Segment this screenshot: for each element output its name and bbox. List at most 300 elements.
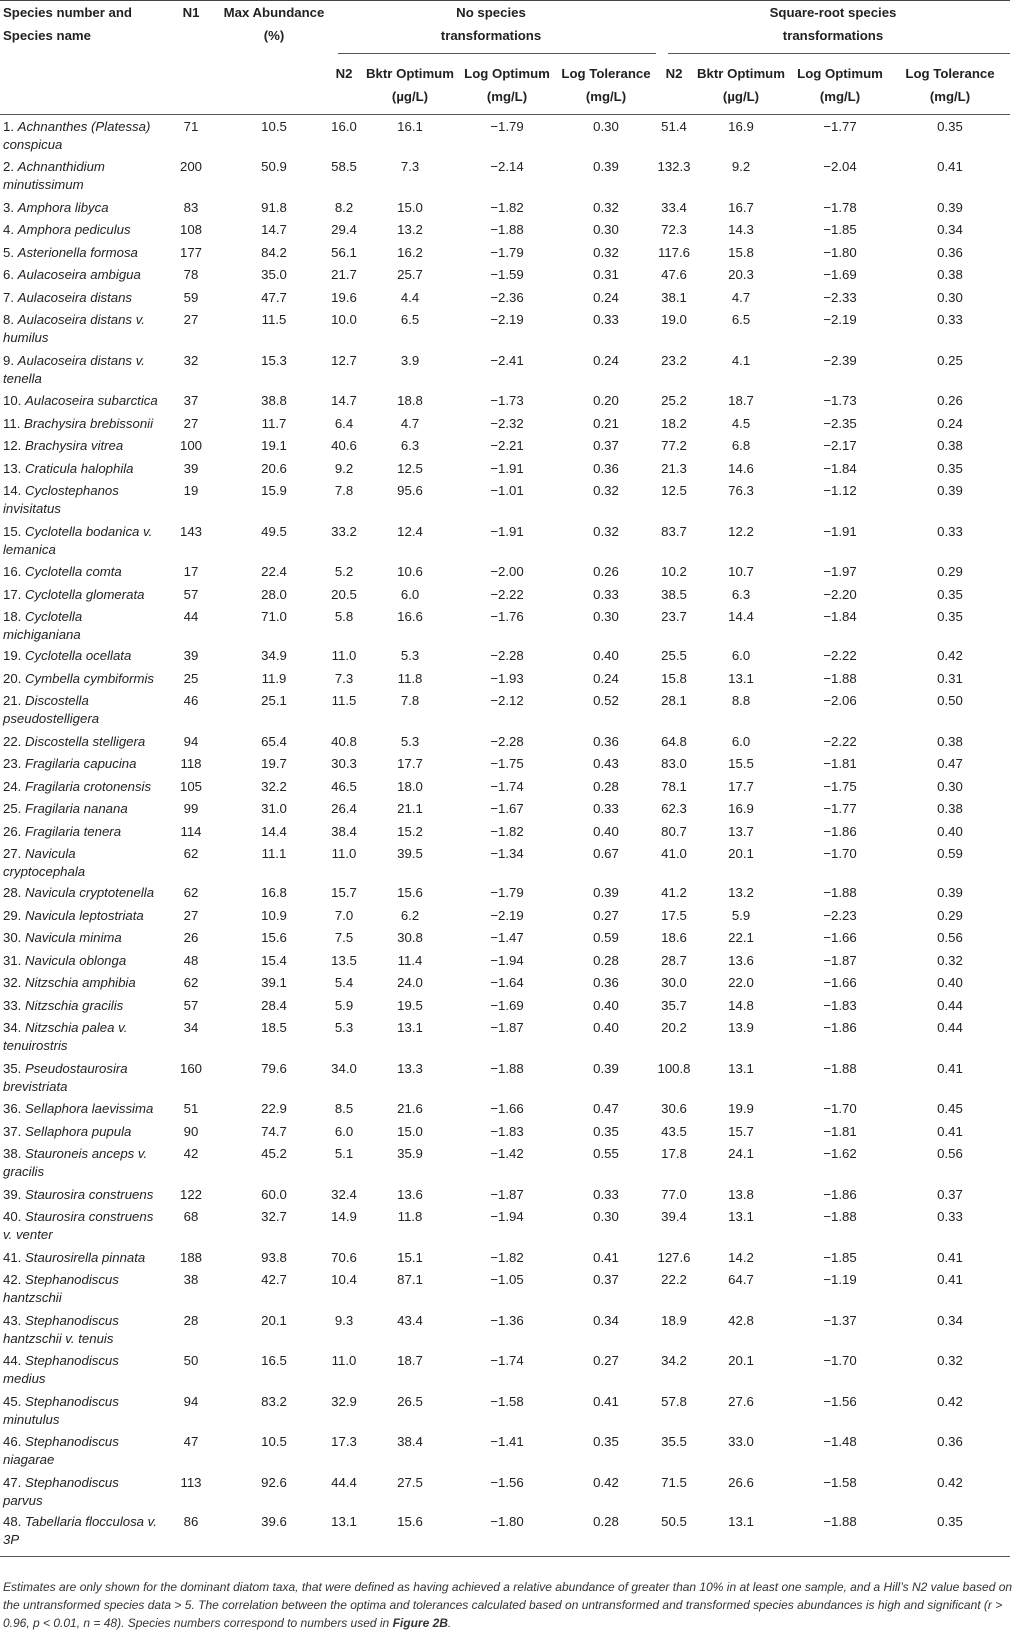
n1-cell: 122 [179,1186,202,1202]
table-row [0,730,1010,753]
log-optimum-cell: −1.59 [490,267,524,282]
log-optimum-cell: −1.87 [490,1020,524,1035]
log-optimum-sqrt-cell: −1.84 [823,609,857,624]
species-number: 32. [3,975,22,990]
log-optimum-cell: −1.67 [490,801,524,816]
log-optimum-cell: −1.94 [490,1209,524,1224]
max-abundance-cell: 84.2 [261,244,287,260]
table-row [0,196,1010,219]
log-optimum-sqrt-cell: −2.22 [823,733,857,749]
table-row [0,308,1010,349]
max-abundance-cell: 18.5 [261,1020,287,1035]
bktr-optimum-sqrt-cell: 16.7 [728,199,754,215]
species-name-cell [0,752,160,775]
log-tolerance-sqrt-cell: 0.32 [937,952,963,968]
log-tolerance-cell: 0.20 [593,393,619,408]
log-tolerance-cell: 0.24 [593,670,619,686]
log-optimum-sqrt-cell: −1.12 [823,483,857,498]
footnote-text: Estimates are only shown for the dominant diatom taxa, that were defined as having achieved a relative abundance of greater than 10% in at least one sample, and a Hill’s N2 value based on the untransformed species data > 5. The correlation between the optima and tolerances calculated based on untransformed and transformed species abundances is high and significant (r > 0.96, p < 0.01, n = 48). Species numbers correspond to numbers used in [3,1580,1013,1630]
species-name: Navicula cryptotenella [25,885,155,900]
species-name-cell [0,1246,160,1269]
max-abundance-cell: 34.9 [261,648,287,663]
n1-cell: 27 [183,415,199,431]
log-tolerance-cell: 0.27 [593,1353,619,1368]
species-name: Achnanthes (Platessa) conspicua [3,119,151,152]
bktr-optimum-cell: 17.7 [397,756,423,771]
log-tolerance-cell: 0.40 [593,648,619,663]
species-name-cell [0,1309,160,1350]
n1-cell: 42 [183,1146,199,1161]
bktr-optimum-cell: 6.5 [400,312,420,327]
n2-sqrt-cell: 12.5 [661,483,687,498]
max-abundance-cell: 19.7 [261,756,287,771]
log-optimum-sqrt-cell: −1.70 [823,1353,857,1368]
species-name-cell [0,994,160,1017]
species-name: Discostella pseudostelligera [3,693,100,726]
log-optimum-sqrt-cell: −2.20 [823,586,857,602]
log-optimum-sqrt-cell: −2.22 [823,648,857,663]
n2-sqrt-cell: 35.5 [661,1434,687,1449]
n1-cell: 38 [183,1272,199,1287]
n2-cell: 26.4 [331,801,357,816]
table-row [0,926,1010,949]
species-number: 43. [3,1312,22,1328]
n2-sqrt-cell: 117.6 [657,244,691,260]
species-name-cell [0,605,160,644]
max-abundance-cell: 10.5 [261,1434,287,1449]
log-tolerance-sqrt-cell: 0.39 [937,483,963,498]
log-tolerance-cell: 0.30 [593,222,619,237]
log-tolerance-sqrt-cell: 0.35 [890,115,1010,156]
log-tolerance-sqrt-cell: 0.33 [937,523,963,539]
max-abundance-cell: 15.6 [261,930,287,945]
max-abundance-cell: 28.0 [261,586,287,602]
log-tolerance-cell: 0.28 [593,778,619,794]
bktr-optimum-sqrt-cell: 13.1 [728,670,754,686]
bktr-optimum-cell: 3.9 [400,352,420,368]
bktr-optimum-cell: 13.3 [397,1060,423,1076]
bktr-optimum-sqrt-cell: 20.1 [728,1353,754,1368]
bktr-optimum-sqrt-cell: 9.2 [731,159,751,174]
species-name: Stephanodiscus hantzschii [3,1272,119,1305]
bktr-optimum-sqrt-cell: 14.6 [728,460,754,476]
n2-sqrt-cell: 64.8 [661,733,687,749]
n2-sqrt-cell: 127.6 [657,1249,691,1265]
table-body [0,115,1010,1551]
log-tolerance-cell: 0.39 [593,1060,619,1076]
species-name-cell [0,263,160,286]
bktr-optimum-cell: 18.8 [397,393,423,408]
log-optimum-sqrt-cell: −1.66 [823,930,857,945]
species-name: Sellaphora laevissima [25,1101,154,1116]
bktr-optimum-sqrt-cell: 14.2 [728,1249,754,1265]
bktr-optimum-sqrt-cell: 13.8 [728,1186,754,1202]
n1-cell: 114 [180,823,202,839]
n2-cell: 5.3 [334,1020,354,1035]
table-row [0,457,1010,480]
n1-cell: 27 [183,907,199,923]
bktr-optimum-sqrt-cell: 17.7 [728,778,754,794]
max-abundance-cell: 83.2 [261,1393,287,1409]
log-optimum-cell: −2.28 [490,648,524,663]
species-name: Fragilaria tenera [25,823,122,839]
species-number: 7. [3,289,14,305]
n2-cell: 5.9 [334,997,354,1013]
max-abundance-cell: 10.5 [222,115,326,156]
n2-sqrt-cell: 50.5 [661,1513,687,1529]
bktr-optimum-sqrt-cell: 64.7 [728,1272,754,1287]
n1-cell: 39 [183,460,199,476]
species-name-cell [0,775,160,798]
log-tolerance-cell: 0.39 [593,885,619,900]
species-number: 29. [3,907,22,923]
species-name: Nitzschia amphibia [25,975,136,990]
bktr-optimum-sqrt-cell: 13.6 [728,952,754,968]
species-number: 33. [3,997,22,1013]
log-tolerance-cell: 0.34 [593,1312,619,1328]
species-name-cell [0,644,160,667]
log-tolerance-sqrt-cell: 0.50 [937,693,963,708]
n2-sqrt-cell: 62.3 [661,801,687,816]
log-tolerance-sqrt-cell: 0.34 [937,1312,963,1328]
bktr-optimum-cell: 5.3 [400,648,420,663]
species-number: 22. [3,733,22,749]
species-number: 14. [3,483,22,498]
log-optimum-cell: −2.22 [490,586,524,602]
log-tolerance-cell: 0.30 [593,1209,619,1224]
species-number: 41. [3,1249,22,1265]
n2-cell: 5.4 [334,975,354,990]
log-optimum-sqrt-cell: −1.48 [823,1434,857,1449]
log-tolerance-sqrt-cell: 0.26 [937,393,963,408]
log-tolerance-cell: 0.47 [593,1101,619,1116]
bktr-optimum-cell: 4.4 [400,289,420,305]
n2-cell: 70.6 [331,1249,357,1265]
bktr-optimum-sqrt-cell: 6.5 [731,312,751,327]
max-abundance-cell: 47.7 [261,289,287,305]
log-tolerance-cell: 0.41 [593,1393,619,1409]
species-number: 10. [3,393,22,408]
col-header-n2-a: N2 [335,66,353,81]
group-header-no-transform [326,1,656,57]
n2-sqrt-cell: 19.0 [661,312,687,327]
bktr-optimum-cell: 35.9 [397,1146,423,1161]
species-number: 31. [3,952,22,968]
n2-cell: 5.1 [334,1146,354,1161]
max-abundance-cell: 32.2 [261,778,287,794]
col-header-logtol-b: Log Tolerance (mg/L) [905,66,995,104]
n2-sqrt-cell: 35.7 [661,997,687,1013]
log-optimum-cell: −1.58 [490,1393,524,1409]
table-row [0,1268,1010,1309]
bktr-optimum-sqrt-cell: 8.8 [731,693,751,708]
table-row [0,1390,1010,1431]
log-tolerance-sqrt-cell: 0.40 [937,975,963,990]
species-name: Cyclotella glomerata [25,586,145,602]
log-optimum-cell: −1.80 [490,1513,524,1529]
table-row [0,881,1010,904]
species-number: 40. [3,1209,22,1224]
n2-sqrt-cell: 30.0 [661,975,687,990]
species-name-cell [0,820,160,843]
log-tolerance-cell: 0.41 [593,1249,619,1265]
species-name: Navicula oblonga [25,952,127,968]
species-name: Stephanodiscus parvus [3,1474,119,1508]
species-name-cell [0,560,160,583]
species-name: Navicula cryptocephala [3,846,86,879]
table-row [0,949,1010,972]
log-optimum-sqrt-cell: −1.58 [823,1474,857,1490]
n2-sqrt-cell: 41.2 [661,885,687,900]
bktr-optimum-cell: 95.6 [397,483,423,498]
n2-sqrt-cell: 17.5 [661,907,687,923]
bktr-optimum-cell: 87.1 [397,1272,423,1287]
n1-cell: 17 [183,564,199,579]
log-optimum-sqrt-cell: −1.77 [790,115,890,156]
n2-sqrt-cell: 72.3 [661,222,687,237]
table-row [0,1309,1010,1350]
log-tolerance-cell: 0.36 [593,733,619,749]
bktr-optimum-sqrt-cell: 14.3 [728,222,754,237]
log-tolerance-sqrt-cell: 0.41 [937,1123,963,1139]
table-row [0,1120,1010,1143]
species-name: Cyclostephanos invisitatus [3,483,119,516]
log-optimum-cell: −1.87 [490,1186,524,1202]
log-tolerance-cell: 0.37 [593,1272,619,1287]
n2-cell: 5.8 [334,609,354,624]
log-tolerance-sqrt-cell: 0.29 [937,907,963,923]
log-tolerance-sqrt-cell: 0.41 [937,159,963,174]
table-row [0,263,1010,286]
log-optimum-cell: −1.74 [490,1353,524,1368]
n1-cell: 71 [160,115,222,156]
log-tolerance-cell: 0.28 [593,1513,619,1529]
n2-sqrt-cell: 15.8 [661,670,687,686]
bktr-optimum-cell: 24.0 [397,975,423,990]
log-optimum-sqrt-cell: −1.86 [823,1186,857,1202]
log-tolerance-cell: 0.67 [593,846,619,861]
max-abundance-cell: 79.6 [261,1060,287,1076]
log-tolerance-cell: 0.59 [593,930,619,945]
log-tolerance-sqrt-cell: 0.38 [937,438,963,453]
n2-cell: 32.4 [331,1186,357,1202]
bktr-optimum-cell: 13.2 [397,222,423,237]
bktr-optimum-cell: 43.4 [397,1312,423,1328]
log-optimum-cell: −2.19 [490,312,524,327]
n2-cell: 7.8 [334,483,354,498]
log-optimum-cell: −2.00 [490,564,524,579]
species-name-cell [0,689,160,730]
n2-cell: 6.0 [334,1123,354,1139]
species-name: Staurosirella pinnata [25,1249,146,1265]
log-tolerance-cell: 0.33 [593,1186,619,1202]
species-name-cell [0,1510,160,1551]
log-tolerance-sqrt-cell: 0.35 [937,1513,963,1529]
species-name-cell [0,971,160,994]
log-tolerance-cell: 0.33 [593,801,619,816]
species-name-cell [0,1142,160,1183]
log-optimum-sqrt-cell: −2.19 [823,312,857,327]
log-tolerance-sqrt-cell: 0.42 [937,1474,963,1490]
log-optimum-sqrt-cell: −1.70 [823,846,857,861]
log-tolerance-cell: 0.35 [593,1434,619,1449]
species-number: 27. [3,846,22,861]
n1-cell: 59 [183,289,199,305]
max-abundance-cell: 16.5 [261,1353,287,1368]
col-header-bktr-b: Bktr Optimum (µg/L) [697,66,785,104]
log-optimum-cell: −1.56 [490,1474,524,1490]
species-name: Nitzschia palea v. tenuirostris [3,1020,128,1053]
max-abundance-cell: 15.4 [261,952,287,968]
log-tolerance-sqrt-cell: 0.34 [937,222,963,237]
table-row [0,241,1010,264]
log-tolerance-cell: 0.52 [593,693,619,708]
bktr-optimum-sqrt-cell: 13.1 [728,1209,754,1224]
table-row [0,971,1010,994]
max-abundance-cell: 45.2 [261,1146,287,1161]
species-name: Fragilaria capucina [25,756,137,771]
n1-cell: 83 [183,199,199,215]
n2-sqrt-cell: 57.8 [661,1393,687,1409]
col-header-n2-b: N2 [665,66,683,81]
species-name-cell [0,218,160,241]
max-abundance-cell: 15.9 [261,483,287,498]
n2-cell: 21.7 [331,267,357,282]
n1-cell: 78 [183,267,199,282]
table-row [0,1510,1010,1551]
n1-cell: 57 [183,586,199,602]
species-name: Aulacoseira distans v. tenella [3,352,145,386]
log-tolerance-sqrt-cell: 0.56 [937,1146,963,1161]
log-tolerance-sqrt-cell: 0.42 [937,1393,963,1409]
species-name-cell [0,1471,160,1510]
bktr-optimum-sqrt-cell: 14.4 [728,609,754,624]
n1-cell: 94 [183,1393,199,1409]
bktr-optimum-cell: 21.6 [397,1101,423,1116]
group-header-no-transform-label: No species transformations [440,5,542,43]
n1-cell: 90 [183,1123,199,1139]
n2-sqrt-cell: 132.3 [657,159,691,174]
bktr-optimum-sqrt-cell: 15.5 [728,756,754,771]
n2-sqrt-cell: 77.2 [661,438,687,453]
n2-cell: 29.4 [331,222,357,237]
n1-cell: 57 [183,997,199,1013]
species-name: Cyclotella comta [25,564,122,579]
species-name-cell [0,115,160,156]
bktr-optimum-sqrt-cell: 12.2 [728,523,754,539]
n1-cell: 48 [183,952,199,968]
log-tolerance-sqrt-cell: 0.30 [937,289,963,305]
log-optimum-cell: −1.42 [490,1146,524,1161]
n2-cell: 14.7 [331,393,357,408]
log-optimum-cell: −1.05 [490,1272,524,1287]
n2-sqrt-cell: 80.7 [661,823,687,839]
n2-cell: 38.4 [331,823,357,839]
max-abundance-cell: 39.1 [261,975,287,990]
max-abundance-cell: 49.5 [261,523,287,539]
log-tolerance-cell: 0.24 [593,352,619,368]
species-name-cell [0,949,160,972]
max-abundance-cell: 38.8 [261,393,287,408]
bktr-optimum-cell: 4.7 [400,415,420,431]
log-tolerance-sqrt-cell: 0.44 [937,1020,963,1035]
n2-cell: 8.2 [334,199,354,215]
species-name: Amphora libyca [17,199,109,215]
n1-cell: 86 [183,1513,199,1529]
log-tolerance-cell: 0.39 [593,159,619,174]
species-name-cell [0,1268,160,1309]
table-row [0,667,1010,690]
species-name-cell [0,1205,160,1246]
log-optimum-sqrt-cell: −1.81 [823,756,857,771]
species-number: 37. [3,1123,22,1139]
species-number: 38. [3,1146,22,1161]
species-name: Stauroneis anceps v. gracilis [3,1146,148,1179]
bktr-optimum-sqrt-cell: 26.6 [728,1474,754,1490]
n2-sqrt-cell: 20.2 [661,1020,687,1035]
n2-sqrt-cell: 38.5 [661,586,687,602]
max-abundance-cell: 20.1 [261,1312,287,1328]
bktr-optimum-sqrt-cell: 33.0 [728,1434,754,1449]
n1-cell: 62 [183,885,199,900]
bktr-optimum-cell: 11.8 [397,1209,423,1224]
bktr-optimum-cell: 13.6 [397,1186,423,1202]
bktr-optimum-sqrt-cell: 6.0 [731,733,751,749]
species-name-cell [0,1120,160,1143]
bktr-optimum-cell: 12.4 [397,523,423,539]
n2-cell: 14.9 [331,1209,357,1224]
species-name-cell [0,842,160,881]
species-name: Amphora pediculus [17,222,131,237]
n1-cell: 100 [179,438,202,453]
log-optimum-sqrt-cell: −2.33 [823,289,857,305]
log-tolerance-cell: 0.26 [593,564,619,579]
log-optimum-cell: −1.79 [490,885,524,900]
max-abundance-cell: 15.3 [261,352,287,368]
bktr-optimum-sqrt-cell: 6.8 [731,438,751,453]
n2-sqrt-cell: 51.4 [656,115,692,156]
max-abundance-cell: 11.7 [261,415,287,431]
log-tolerance-cell: 0.32 [593,523,619,539]
log-optimum-sqrt-cell: −1.85 [823,1249,857,1265]
n2-cell: 11.0 [331,1353,357,1368]
n1-cell: 200 [179,159,202,174]
log-optimum-cell: −2.36 [490,289,524,305]
log-tolerance-sqrt-cell: 0.42 [937,648,963,663]
bktr-optimum-sqrt-cell: 15.7 [728,1123,754,1139]
species-name-cell [0,797,160,820]
n1-cell: 68 [183,1209,199,1224]
log-optimum-cell: −1.91 [490,460,524,476]
log-tolerance-cell: 0.28 [593,952,619,968]
species-number: 13. [3,460,22,476]
species-name: Achnanthidium minutissimum [3,159,105,192]
species-number: 4. [3,222,14,237]
col-header-species: Species number and Species name [0,1,160,115]
n2-sqrt-cell: 43.5 [661,1123,687,1139]
species-name-cell [0,1016,160,1057]
n2-cell: 46.5 [331,778,357,794]
log-optimum-cell: −1.82 [490,1249,524,1265]
species-name: Stephanodiscus niagarae [3,1434,119,1467]
species-name-cell [0,457,160,480]
species-number: 1. [3,119,14,134]
log-optimum-sqrt-cell: −1.88 [823,670,857,686]
table-row [0,1183,1010,1206]
max-abundance-cell: 39.6 [261,1513,287,1529]
n2-sqrt-cell: 18.9 [661,1312,687,1328]
bktr-optimum-cell: 19.5 [397,997,423,1013]
